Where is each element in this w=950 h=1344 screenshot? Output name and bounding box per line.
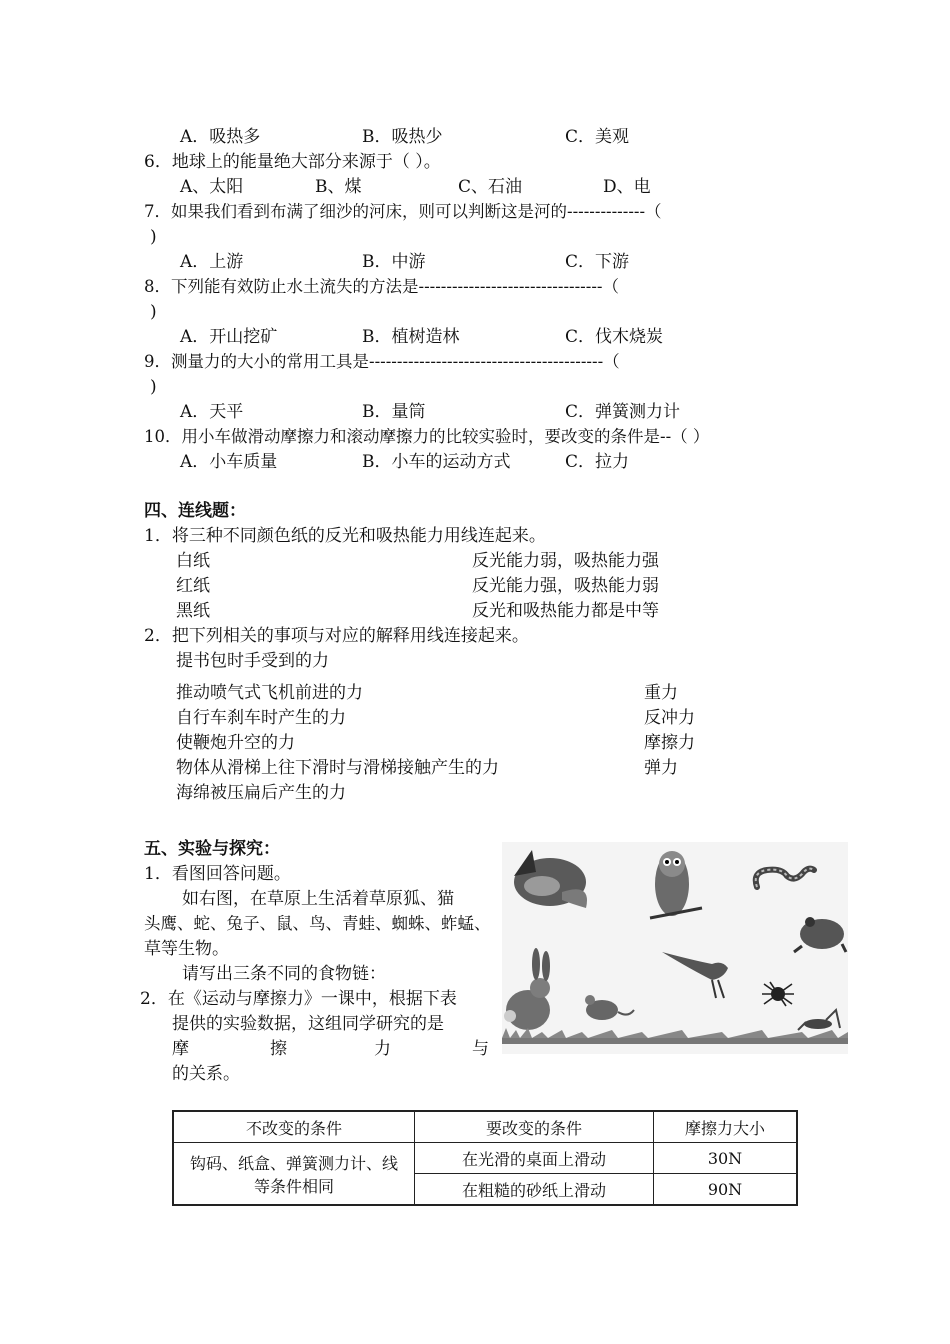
grass-icon — [502, 1028, 848, 1044]
q1-ask: 请写出三条不同的食物链： — [182, 964, 386, 984]
paper-red: 红纸 — [176, 576, 210, 596]
q5-option-c: C．美观 — [565, 127, 630, 147]
q10-stem: 10．用小车做滑动摩擦力和滚动摩擦力的比较实验时，要改变的条件是--（ ） — [144, 427, 710, 446]
q2-line-2: 提供的实验数据，这组同学研究的是 — [172, 1014, 444, 1034]
section5-title: 五、实验与探究： — [144, 839, 280, 859]
q8-option-c: C．伐木烧炭 — [565, 327, 664, 347]
fixed-conditions-cell — [173, 1143, 415, 1206]
q9-stem: 9．测量力的大小的常用工具是------------------------------------------（ — [144, 352, 620, 371]
q1-text-1: 如右图，在草原上生活着草原狐、猫 — [182, 889, 454, 909]
q9-option-c: C．弹簧测力计 — [565, 402, 681, 422]
q8-option-b: B．植树造林 — [362, 327, 460, 347]
q8-option-a: A．开山挖矿 — [180, 327, 278, 347]
section5-q1: 1．看图回答问题。 — [144, 864, 291, 884]
q2-char-2: 擦 — [270, 1039, 287, 1059]
q6-option-b: B、煤 — [315, 177, 362, 197]
q1-text-2: 头鹰、蛇、兔子、鼠、鸟、青蛙、蜘蛛、蚱蜢、 — [144, 914, 491, 933]
table-header: 不改变的条件 — [173, 1111, 415, 1143]
table-cell: 30N — [654, 1143, 798, 1174]
section4-q1: 1．将三种不同颜色纸的反光和吸热能力用线连起来。 — [144, 526, 546, 546]
q7-option-c: C．下游 — [565, 252, 630, 272]
fixed-conditions-line-2: 等条件相同 — [253, 1176, 334, 1196]
food-web-illustration — [502, 842, 848, 1054]
event-1: 提书包时手受到的力 — [176, 651, 329, 671]
q7-option-b: B．中游 — [362, 252, 426, 272]
table-cell: 在粗糙的砂纸上滑动 — [415, 1174, 654, 1206]
owl-icon — [650, 851, 702, 918]
rabbit-icon — [504, 948, 550, 1030]
ability-1: 反光能力弱，吸热能力强 — [472, 551, 659, 571]
force-4: 弹力 — [644, 758, 678, 778]
table-header: 摩擦力大小 — [654, 1111, 798, 1143]
snake-icon — [756, 869, 814, 887]
q5-option-b: B．吸热少 — [362, 127, 443, 147]
force-2: 反冲力 — [644, 708, 695, 728]
frog-icon — [794, 917, 846, 952]
q7-close: ) — [150, 227, 157, 247]
spider-icon — [762, 982, 794, 1006]
event-2: 推动喷气式飞机前进的力 — [176, 683, 363, 703]
event-6: 海绵被压扁后产生的力 — [176, 783, 346, 803]
q6-option-a: A、太阳 — [180, 177, 244, 197]
table-cell: 90N — [654, 1174, 798, 1206]
bird-icon — [662, 952, 728, 998]
event-3: 自行车刹车时产生的力 — [176, 708, 346, 728]
q9-close: ) — [150, 377, 157, 397]
table-header: 要改变的条件 — [415, 1111, 654, 1143]
q6-stem: 6．地球上的能量绝大部分来源于（ ）。 — [144, 152, 441, 172]
ability-3: 反光和吸热能力都是中等 — [472, 601, 659, 621]
q8-close: ) — [150, 302, 157, 322]
section4-q2: 2．把下列相关的事项与对应的解释用线连接起来。 — [144, 626, 529, 646]
q6-option-d: D、电 — [603, 177, 651, 197]
q2-char-4: 与 — [472, 1039, 489, 1059]
fixed-conditions-line-1: 钩码、纸盒、弹簧测力计、线 — [189, 1153, 398, 1173]
grasshopper-icon — [798, 1010, 840, 1030]
q10-option-b: B．小车的运动方式 — [362, 452, 511, 472]
experiment-table — [172, 1110, 798, 1206]
q1-text-3: 草等生物。 — [144, 939, 229, 959]
q8-stem: 8．下列能有效防止水土流失的方法是---------------------------------（ — [144, 277, 619, 296]
q10-option-c: C．拉力 — [565, 452, 630, 472]
q9-option-b: B．量筒 — [362, 402, 426, 422]
section4-title: 四、连线题： — [144, 501, 246, 521]
q9-option-a: A．天平 — [180, 402, 244, 422]
table-row — [173, 1143, 797, 1174]
q2-char-3: 力 — [374, 1039, 391, 1059]
q2-line-1: 2．在《运动与摩擦力》一课中，根据下表 — [140, 989, 457, 1009]
q7-option-a: A．上游 — [180, 252, 244, 272]
table-header-row — [173, 1111, 797, 1143]
event-5: 物体从滑梯上往下滑时与滑梯接触产生的力 — [176, 758, 499, 778]
paper-white: 白纸 — [176, 551, 210, 571]
paper-black: 黑纸 — [176, 601, 210, 621]
mouse-icon — [585, 995, 634, 1020]
q2-char-1: 摩 — [172, 1039, 189, 1059]
q7-stem: 7．如果我们看到布满了细沙的河床，则可以判断这是河的--------------（ — [144, 202, 662, 221]
fox-icon — [514, 850, 587, 908]
ability-2: 反光能力强，吸热能力弱 — [472, 576, 659, 596]
q5-option-a: A．吸热多 — [180, 127, 261, 147]
q6-option-c: C、石油 — [458, 177, 523, 197]
table-cell: 在光滑的桌面上滑动 — [415, 1143, 654, 1174]
force-3: 摩擦力 — [644, 733, 695, 753]
q10-option-a: A．小车质量 — [180, 452, 278, 472]
q2-line-end: 的关系。 — [172, 1064, 240, 1084]
event-4: 使鞭炮升空的力 — [176, 733, 295, 753]
force-1: 重力 — [644, 683, 678, 703]
